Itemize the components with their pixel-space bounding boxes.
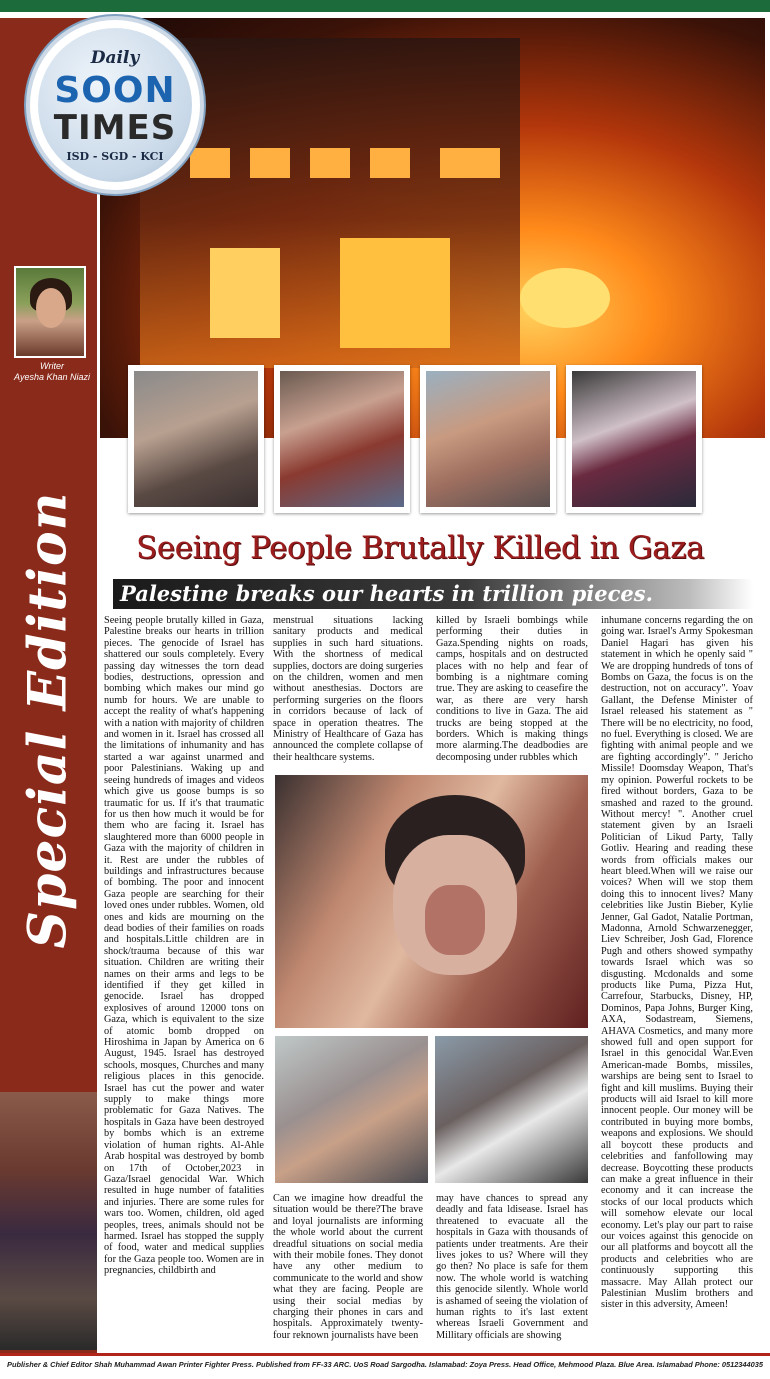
window-glow — [250, 148, 290, 178]
carried-child-photo — [435, 1036, 588, 1183]
column-2-bottom: Can we imagine how dreadful the situation would be there?The brave and loyal journalists are informing the whole world about the current dreadful situations on social media with their mobile fones. They donot have any other medium to communicate to the world and show what they are facing. People are using their social medias by charging their phones in cars and hospitals. Approximately twenty-four reknown journalists have been — [273, 1193, 423, 1341]
logo-name-top: SOON — [54, 70, 176, 111]
footer-imprint: Publisher & Chief Editor Shah Muhammad Awan Printer Fighter Press. Published from FF-33 ARC. UoS Road Sargodha. Islamabad: Zoya Press. Head Office, Mehmood Plaza. Blue Area. Islamabad Phone: 0512344035 — [7, 1360, 763, 1369]
headline: Seeing People Brutally Killed in Gaza — [136, 530, 704, 566]
fire-glow — [520, 268, 610, 328]
fire-glow — [210, 248, 280, 338]
fire-glow — [340, 238, 450, 348]
thumbnail-photo — [128, 365, 264, 513]
subheadline: Palestine breaks our hearts in trillion pieces. — [120, 581, 653, 606]
special-edition-banner: Special Edition — [17, 491, 79, 949]
column-4: inhumane concerns regarding the on going war. Israel's Army Spokesman Daniel Hagari has given his statement in which he openly said " We are dropping hundreds of tons of Bombs on Gaza, the focus is on the destruction, not on accuracy". Yoav Gallant, the Defense Minister of Israel released his statement as " There will be no electricity, no food, no fuel. Everything is closed. We are fighting with animal people and we are fighting accordingly". " Jericho Missile! Doomsday Weapon, That's my opinion. Powerful rockets to be fired without borders, Gaza to be smashed and razed to the ground. Without mercy! ". Another cruel statement given by an Israeli Politician of Likud Party, Tally Gotliv. Hearing and reading these words from officials makes our heart bleed.When will we raise our voices? When will we stop them doing this to innocent lives? Many celebrities like Justin Bieber, Kylie Jenner, Gal Gadot, Natalie Portman, Madonna, Arnold Schwarzenegger, Liev Schreiber, Josh Gad, Florence Pugh and others showed sympathy towards Israel which was so disgusting. Mcdonalds and some products like Puma, Pizza Hut, Carrefour, Starbucks, Disney, HP, Dominos, Papa Johns, Burger King, AXA, Sodastream, Siemens, AHAVA Cosmetics, and many more showed full and open support for Israel in this genocidal War.Even American-made Bombs, missiles, warships are being sent to Israel to fight and kill muslims. Buying their products will aid Israel to kill more innocent people. Our money will be contributed in buying more bombs, weapons and explosions. We should all boycott these products and celebrities and fanfollowing may decrease. Boycotting these products can make a great influence in their economy and it can increase the stocks of our local products which will somehow elevate our local economy. Let's play our part to raise our voices against this genocide on our all platforms and boycott all the products and celebrities who are continuously supporting this massacre. May Allah protect our Palestinian Muslim brothers and sister in this adversity, Ameen! — [601, 615, 753, 1311]
thumbnail-photo — [566, 365, 702, 513]
window-glow — [310, 148, 350, 178]
thumbnail-photo — [274, 365, 410, 513]
logo-daily: Daily — [90, 48, 140, 68]
writer-name: Ayesha Khan Niazi — [14, 372, 90, 382]
logo-name-bottom: TIMES — [53, 108, 177, 148]
window-glow — [370, 148, 410, 178]
top-green-rule — [0, 0, 770, 12]
writer-photo — [14, 266, 86, 358]
column-2-top: menstrual situations lacking sanitary products and medical supplies in such hard situations. With the shortness of medical supplies, doctors are doing surgeries on the children, women and men without anesthesias. Doctors are performing surgeries on the floors in corridors because of lack of space in operation theatres. The Ministry of Healthcare of Gaza has announced the complete collapse of their healthcare systems. — [273, 615, 423, 763]
masthead-logo — [26, 16, 204, 194]
writer-face — [36, 288, 66, 328]
window-glow — [440, 148, 500, 178]
column-3-bottom: may have chances to spread any deadly and fata ldisease. Israel has threatened to evacuate all the hospitals in Gaza with thousands of patients under treatments. Are their lives jokes to us? Where will they go then? No place is safe for them now. The whole world is watching this genocide silently. Whole world is ashamed of seeing the violation of human rights to it's last extent whereas Israeli Government and Millitary officials are showing — [436, 1193, 588, 1341]
destroyed-area-photo — [0, 1092, 97, 1350]
column-1: Seeing people brutally killed in Gaza, Palestine breaks our hearts in trillion pieces. The genocide of Israel has shattered our souls completely. Every passing day witnesses the torn dead bodies, destructions, opression and bombing which makes our mind go numb for hours. We are unable to accept the reality of what's happening with a nation with majority of children and women in it. Israel has crossed all the limitations of inhumanity and has started a war against unarmed and poor Palestinians. Waking up and seeing hundreds of images and videos which give us goose bumps is so traumatic for us. If it's that traumatic for us then how much it would be for them who are facing it. Israel has slaughtered more than 6000 people in Gaza with the majority of children in it. Rest are under the rubbles of buildings and infrastructures because of bombing. The poor and innocent Gaza people are searching for their loved ones under rubbles. Women, old ones and kids are mourning on the dead bodies of their families on roads and hospitals.Little children are in shock/trauma because of this war situation. Children are writing their names on their arms and legs to be identified if they get killed in genocide. Israel has dropped explosives of around 12000 tons on Gaza, which is equivalent to the size of atomic bomb dropped on Hiroshima in Japan by America on 6 August, 1945. Israel has destroyed schools, mosques, Churches and many religious places in this genocide. Israel has cut the power and water supply to make things more problematic for Gaza Natives. The hospitals in Gaza have been destroyed by bombs which is an extreme violation of human rights. Al-Ahle Arab hospital was destroyed by bomb on 17th of October,2023 in Gaza/Israel genocidal War. Which resulted in huge number of fatalities and injuries. There are some rules for wars too. Women, children, old aged peoples, trees, animals should not be harmed. Israel has stopped the supply of food, water and medical supplies for the Gaza people too. Women are in pregnancies, childbirth and — [104, 615, 264, 1277]
writer-role: Writer — [40, 361, 64, 371]
child-photo — [275, 775, 588, 1028]
column-3-top: killed by Israeli bombings while performing their duties in Gaza.Spending nights on roads, camps, hospitals and on destructed places with no help and fear of bombing is a nightmare coming true. They are asking to ceasefire the war, as there are very harsh conditions to live in Gaza. The aid trucks are being stopped at the borders. Which is making things more alarming.The deadbodies are decomposing under rubbles which — [436, 615, 588, 763]
logo-cities: ISD - SGD - KCI — [66, 150, 164, 163]
rescue-photo — [275, 1036, 428, 1183]
thumbnail-photo — [420, 365, 556, 513]
